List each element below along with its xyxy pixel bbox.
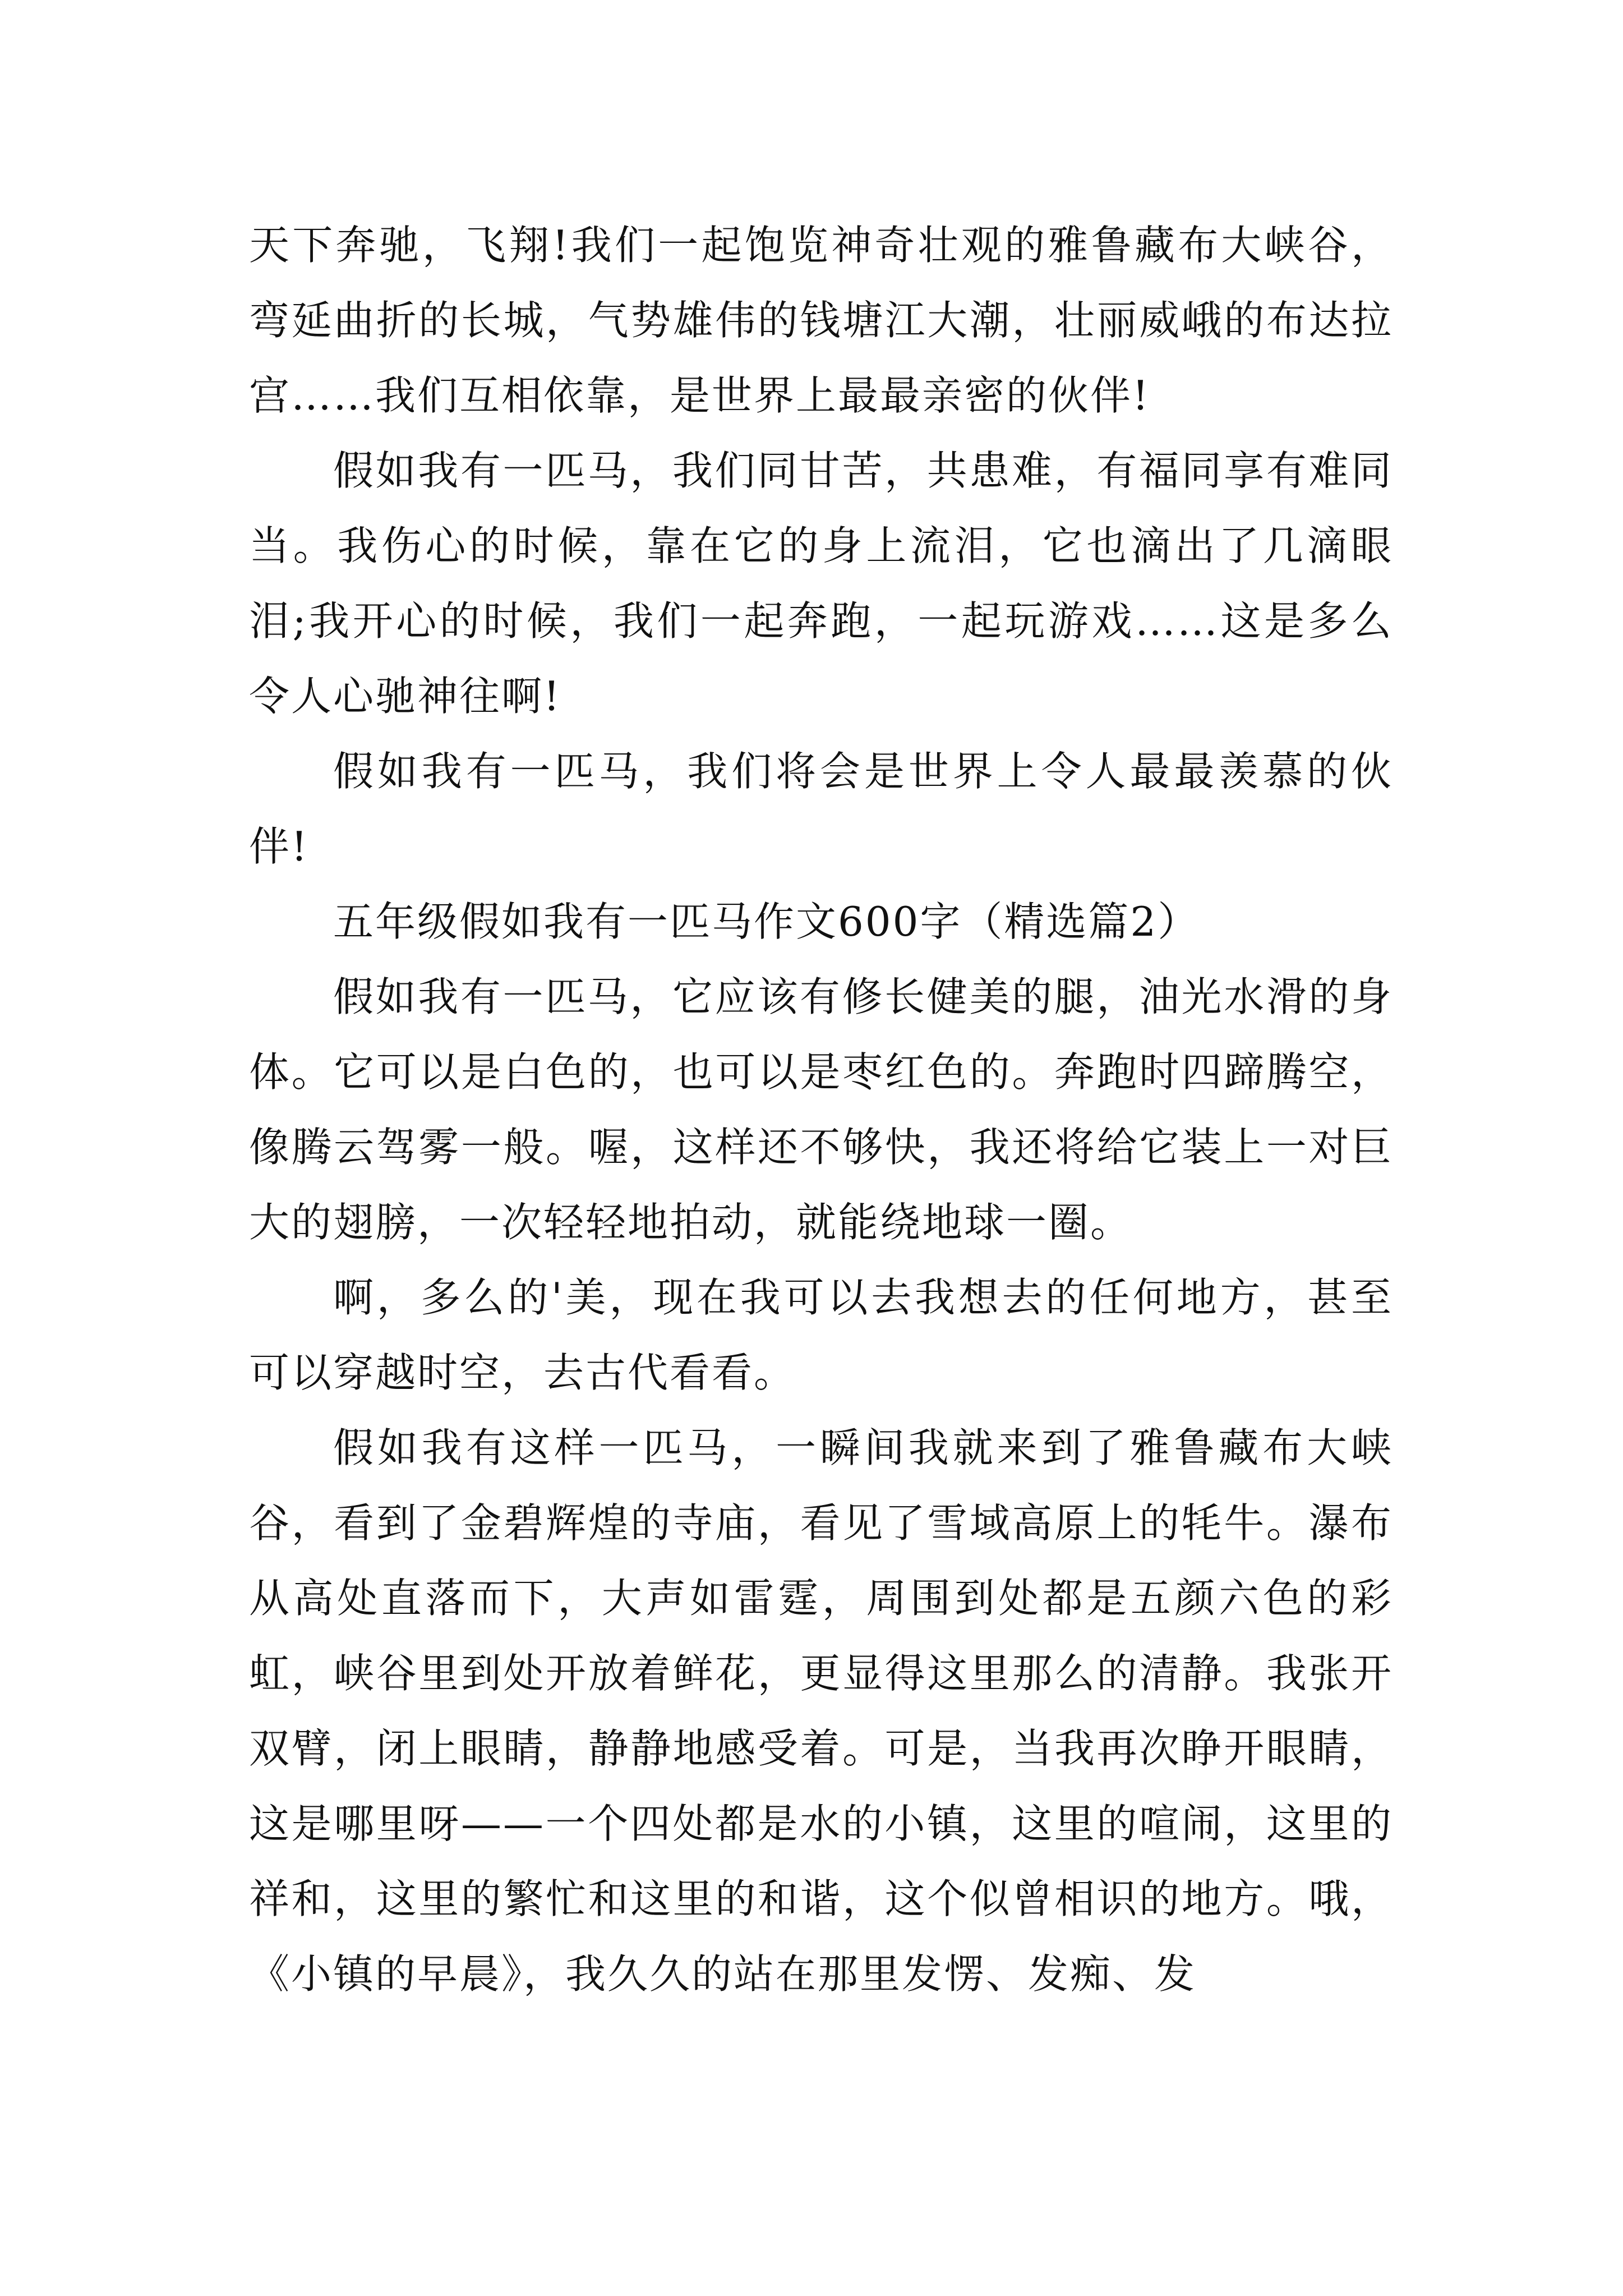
paragraph: 啊，多么的'美，现在我可以去我想去的任何地方，甚至可以穿越时空，去古代看看。 [249, 1274, 1393, 1396]
section-heading: 五年级假如我有一匹马作文600字（精选篇2） [333, 898, 1200, 945]
paragraph: 假如我有一匹马，我们将会是世界上令人最最羡慕的伙伴! [249, 748, 1393, 870]
paragraph: 假如我有一匹马，我们同甘苦，共患难，有福同享有难同当。我伤心的时候，靠在它的身上流泪，它也滴出了几滴眼泪;我开心的时候，我们一起奔跑，一起玩游戏……这是多么令人心驰神往啊! [249, 447, 1393, 720]
paragraph: 假如我有这样一匹马，一瞬间我就来到了雅鲁藏布大峡谷，看到了金碧辉煌的寺庙，看见了雪域高原上的牦牛。瀑布从高处直落而下，大声如雷霆，周围到处都是五颜六色的彩虹，峡谷里到处开放着鲜花，更显得这里那么的清静。我张开双臂，闭上眼睛，静静地感受着。可是，当我再次睁开眼睛，这是哪里呀——一个四处都是水的小镇，这里的喧闹，这里的祥和，这里的繁忙和这里的和谐，这个似曾相识的地方。哦，《小镇的早晨》，我久久的站在那里发愣、发痴、发 [249, 1424, 1393, 1998]
paragraph: 假如我有一匹马，它应该有修长健美的腿，油光水滑的身体。它可以是白色的，也可以是枣红色的。奔跑时四蹄腾空，像腾云驾雾一般。喔，这样还不够快，我还将给它装上一对巨大的翅膀，一次轻轻地拍动，就能绕地球一圈。 [249, 973, 1393, 1246]
article-body [249, 208, 1393, 2012]
paragraph-continuation: 天下奔驰，飞翔!我们一起饱览神奇壮观的雅鲁藏布大峡谷，弯延曲折的长城，气势雄伟的钱塘江大潮，壮丽威峨的布达拉宫……我们互相依靠，是世界上最最亲密的伙伴! [249, 222, 1393, 419]
